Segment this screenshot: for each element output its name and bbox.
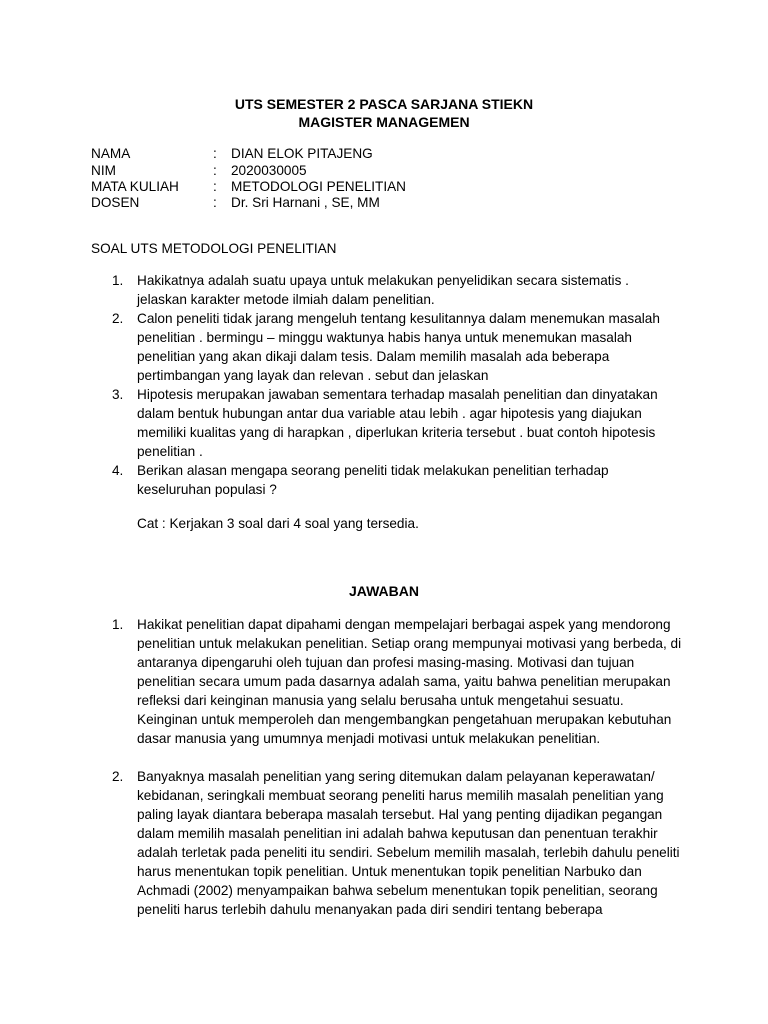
section-title: SOAL UTS METODOLOGI PENELITIAN bbox=[91, 241, 337, 256]
answer-item bbox=[112, 615, 682, 748]
document-title: UTS SEMESTER 2 PASCA SARJANA STIEKN bbox=[234, 96, 534, 112]
info-value: Dr. Sri Harnani , SE, MM bbox=[231, 195, 380, 210]
info-label: NIM bbox=[91, 163, 116, 178]
info-colon: : bbox=[213, 179, 217, 194]
answer-item bbox=[112, 767, 682, 919]
question-item bbox=[112, 461, 682, 499]
info-value: DIAN ELOK PITAJENG bbox=[231, 146, 373, 161]
item-text: Hipotesis merupakan jawaban sementara terhadap masalah penelitian dan dinyatakan dalam bentuk hubungan antar dua variable atau lebih . agar hipotesis yang diajukan memiliki kualitas yang di harapkan , diperlukan kriteria tersebut . buat contoh hipotesis penelitian . bbox=[137, 387, 658, 459]
info-label: NAMA bbox=[91, 146, 131, 161]
item-number: 4. bbox=[112, 463, 124, 478]
item-number: 1. bbox=[112, 273, 124, 288]
info-label: DOSEN bbox=[91, 195, 140, 210]
item-text: Banyaknya masalah penelitian yang sering ditemukan dalam pelayanan keperawatan/ kebidanan, seringkali membuat seorang peneliti harus memilih masalah penelitian yang paling layak diantara beberapa masalah tersebut. Hal yang penting dijadikan pegangan dalam memilih masalah penelitian ini adalah bahwa keputusan dan penentuan terakhir adalah terletak pada peneliti itu sendiri. Sebelum memilih masalah, terlebih dahulu peneliti harus menentukan topik penelitian. Untuk menentukan topik penelitian Narbuko dan Achmadi (2002) menyampaikan bahwa sebelum menentukan topik penelitian, seorang peneliti harus terlebih dahulu menanyakan pada diri sendiri tentang beberapa bbox=[137, 769, 680, 917]
info-value: 2020030005 bbox=[231, 163, 307, 178]
info-colon: : bbox=[213, 195, 217, 210]
item-text: Hakikat penelitian dapat dipahami dengan mempelajari berbagai aspek yang mendorong penelitian untuk melakukan penelitian. Setiap orang mempunyai motivasi yang berbeda, di antaranya dipengaruhi oleh tujuan dan profesi masing-masing. Motivasi dan tujuan penelitian secara umum pada dasarnya adalah sama, yaitu bahwa penelitian merupakan refleksi dari keinginan manusia yang selalu berusaha untuk mengetahui sesuatu. Keinginan untuk memperoleh dan mengembangkan pengetahuan merupakan kebutuhan dasar manusia yang umumnya menjadi motivasi untuk melakukan penelitian. bbox=[137, 617, 682, 746]
item-text: Berikan alasan mengapa seorang peneliti tidak melakukan penelitian terhadap keseluruhan populasi ? bbox=[137, 463, 609, 497]
answer-list bbox=[112, 615, 682, 919]
item-number: 3. bbox=[112, 387, 124, 402]
info-value: METODOLOGI PENELITIAN bbox=[231, 179, 406, 194]
document-subtitle: MAGISTER MANAGEMEN bbox=[298, 114, 470, 130]
question-item bbox=[112, 271, 682, 309]
item-number: 2. bbox=[112, 769, 124, 784]
instruction-note: Cat : Kerjakan 3 soal dari 4 soal yang tersedia. bbox=[137, 516, 419, 531]
info-colon: : bbox=[213, 146, 217, 161]
item-text: Calon peneliti tidak jarang mengeluh tentang kesulitannya dalam menemukan masalah penelitian . bermingu – minggu waktunya habis hanya untuk menemukan masalah penelitian yang akan dikaji dalam tesis. Dalam memilih masalah ada beberapa pertimbangan yang layak dan relevan . sebut dan jelaskan bbox=[137, 311, 660, 383]
question-list bbox=[112, 271, 682, 499]
question-item bbox=[112, 385, 682, 461]
info-colon: : bbox=[213, 163, 217, 178]
item-number: 2. bbox=[112, 311, 124, 326]
item-text: Hakikatnya adalah suatu upaya untuk melakukan penyelidikan secara sistematis . jelaskan karakter metode ilmiah dalam penelitian. bbox=[137, 273, 629, 307]
question-item bbox=[112, 309, 682, 385]
item-number: 1. bbox=[112, 617, 124, 632]
answers-heading: JAWABAN bbox=[348, 583, 419, 599]
info-label: MATA KULIAH bbox=[91, 179, 179, 194]
